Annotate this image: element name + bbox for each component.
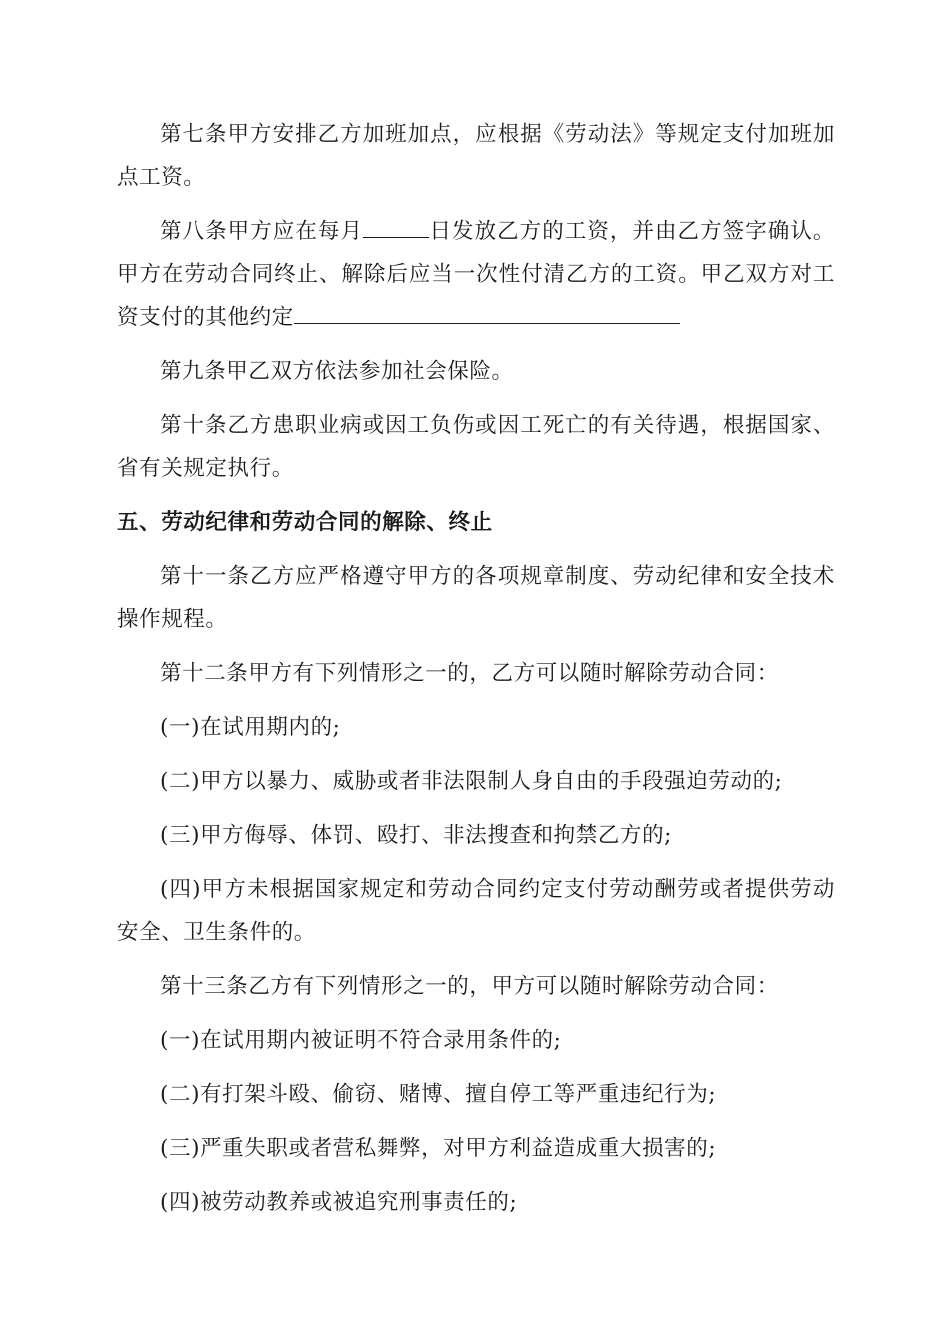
article-10: 第十条乙方患职业病或因工负伤或因工死亡的有关待遇，根据国家、省有关规定执行。 [117, 413, 835, 481]
article-9: 第九条甲乙双方依法参加社会保险。 [160, 359, 514, 384]
article-13-item-1: (一)在试用期内被证明不符合录用条件的; [160, 1028, 562, 1053]
pay-day-blank[interactable] [363, 217, 429, 238]
article-12-item-1: (一)在试用期内的; [160, 715, 341, 740]
article-8 [117, 210, 835, 339]
article-12-item-2: (二)甲方以暴力、威胁或者非法限制人身自由的手段强迫劳动的; [160, 769, 783, 794]
article-12-item-3: (三)甲方侮辱、体罚、殴打、非法搜查和拘禁乙方的; [160, 823, 673, 848]
article-12-intro: 第十二条甲方有下列情形之一的，乙方可以随时解除劳动合同： [160, 661, 779, 686]
article-13-item-4: (四)被劳动教养或被追究刑事责任的; [160, 1190, 518, 1215]
section-5-heading: 五、劳动纪律和劳动合同的解除、终止 [117, 510, 493, 535]
article-7: 第七条甲方安排乙方加班加点，应根据《劳动法》等规定支付加班加点工资。 [117, 122, 835, 190]
other-agreement-blank[interactable] [294, 303, 680, 324]
article-13-item-3: (三)严重失职或者营私舞弊，对甲方利益造成重大损害的; [160, 1136, 717, 1161]
article-12-item-4: (四)甲方未根据国家规定和劳动合同约定支付劳动酬劳或者提供劳动安全、卫生条件的。 [117, 877, 835, 945]
article-11: 第十一条乙方应严格遵守甲方的各项规章制度、劳动纪律和安全技术操作规程。 [117, 564, 835, 632]
article-13-intro: 第十三条乙方有下列情形之一的，甲方可以随时解除劳动合同： [160, 974, 779, 999]
article-13-item-2: (二)有打架斗殴、偷窃、赌博、擅自停工等严重违纪行为; [160, 1082, 717, 1107]
article-8-part2: 日发放乙方的工资，并由乙方签字确认。甲方在劳动合同终止、解除后应当一次性付清乙方的工资。甲乙双方对工资支付的其他约定 [117, 219, 835, 330]
article-8-part1: 第八条甲方应在每月 [160, 219, 363, 244]
document-body [117, 113, 835, 1235]
